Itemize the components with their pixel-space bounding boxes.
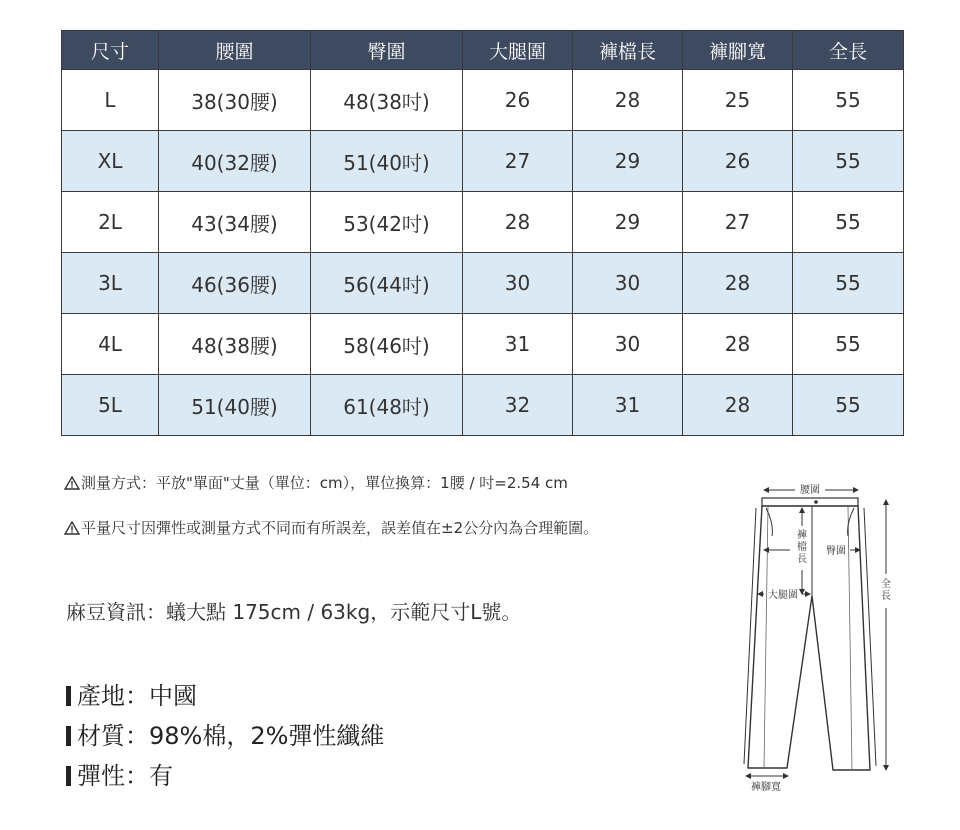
table-cell: 48(38吋)	[311, 70, 463, 131]
table-cell: 27	[463, 131, 573, 192]
pants-waistband	[762, 498, 858, 506]
header-waist: 腰圍	[159, 31, 311, 70]
table-cell: 31	[463, 314, 573, 375]
size-table	[61, 30, 904, 436]
table-cell: 43(34腰)	[159, 192, 311, 253]
table-cell: XL	[62, 131, 159, 192]
header-thigh: 大腿圍	[463, 31, 573, 70]
spec-origin	[66, 676, 197, 711]
table-cell: 58(46吋)	[311, 314, 463, 375]
table-cell: 29	[573, 131, 683, 192]
bullet-bar	[66, 686, 71, 706]
table-cell: 55	[793, 131, 904, 192]
spec-material-text: 材質：98%棉，2%彈性纖維	[77, 722, 385, 750]
table-row	[62, 314, 904, 375]
table-cell: 28	[683, 375, 793, 436]
table-cell: 51(40腰)	[159, 375, 311, 436]
table-cell: 2L	[62, 192, 159, 253]
table-cell: 27	[683, 192, 793, 253]
model-info: 麻豆資訊：蟻大點 175cm / 63kg，示範尺寸L號。	[66, 600, 522, 624]
table-cell: 28	[573, 70, 683, 131]
warning-triangle-icon	[64, 521, 80, 535]
table-cell: 53(42吋)	[311, 192, 463, 253]
table-cell: 3L	[62, 253, 159, 314]
table-cell: 29	[573, 192, 683, 253]
table-cell: 55	[793, 253, 904, 314]
table-cell: 30	[573, 253, 683, 314]
diagram-thigh-label: 大腿圍	[768, 590, 798, 601]
table-cell: 46(36腰)	[159, 253, 311, 314]
bullet-bar	[66, 766, 71, 786]
diagram-hip-label: 臀圍	[826, 546, 846, 557]
table-cell: 26	[463, 70, 573, 131]
diagram-hem-label: 褲腳寬	[751, 782, 781, 793]
table-row	[62, 375, 904, 436]
tolerance-note	[64, 517, 598, 538]
table-row	[62, 192, 904, 253]
table-cell: 25	[683, 70, 793, 131]
spec-material	[66, 716, 384, 751]
table-cell: 51(40吋)	[311, 131, 463, 192]
bullet-bar	[66, 726, 71, 746]
spec-stretch	[66, 756, 173, 791]
diagram-rise-label-2: 檔	[797, 542, 807, 553]
table-cell: 55	[793, 192, 904, 253]
measurement-note	[64, 472, 568, 493]
table-cell: 30	[573, 314, 683, 375]
table-cell: 38(30腰)	[159, 70, 311, 131]
table-cell: 31	[573, 375, 683, 436]
table-cell: 55	[793, 314, 904, 375]
table-cell: 26	[683, 131, 793, 192]
table-cell: 61(48吋)	[311, 375, 463, 436]
table-cell: 48(38腰)	[159, 314, 311, 375]
header-hip: 臀圍	[311, 31, 463, 70]
measurement-note-text: 測量方式：平放"單面"丈量（單位：cm），單位換算：1腰 / 吋=2.54 cm	[81, 474, 568, 492]
diagram-length-label-1: 全	[881, 579, 891, 590]
table-cell: 28	[463, 192, 573, 253]
table-cell: L	[62, 70, 159, 131]
table-cell: 5L	[62, 375, 159, 436]
table-cell: 55	[793, 70, 904, 131]
diagram-rise-label-3: 長	[797, 554, 807, 565]
table-cell: 32	[463, 375, 573, 436]
table-row	[62, 131, 904, 192]
table-cell: 56(44吋)	[311, 253, 463, 314]
header-rise: 褲檔長	[573, 31, 683, 70]
diagram-rise-label-1: 褲	[797, 530, 807, 541]
tolerance-note-text: 平量尺寸因彈性或測量方式不同而有所誤差，誤差值在±2公分內為合理範圍。	[81, 519, 599, 537]
header-size: 尺寸	[62, 31, 159, 70]
warning-triangle-icon	[64, 476, 80, 490]
table-cell: 30	[463, 253, 573, 314]
table-cell: 4L	[62, 314, 159, 375]
table-cell: 28	[683, 253, 793, 314]
spec-origin-text: 產地：中國	[77, 682, 197, 710]
table-header-row	[62, 31, 904, 70]
table-cell: 55	[793, 375, 904, 436]
table-cell: 28	[683, 314, 793, 375]
diagram-waist-label: 腰圍	[800, 485, 820, 496]
header-hem: 褲腳寬	[683, 31, 793, 70]
table-row	[62, 70, 904, 131]
diagram-length-label-2: 長	[881, 591, 891, 602]
pants-measurement-diagram	[730, 478, 910, 798]
header-length: 全長	[793, 31, 904, 70]
table-cell: 40(32腰)	[159, 131, 311, 192]
table-row	[62, 253, 904, 314]
spec-stretch-text: 彈性：有	[77, 762, 173, 790]
